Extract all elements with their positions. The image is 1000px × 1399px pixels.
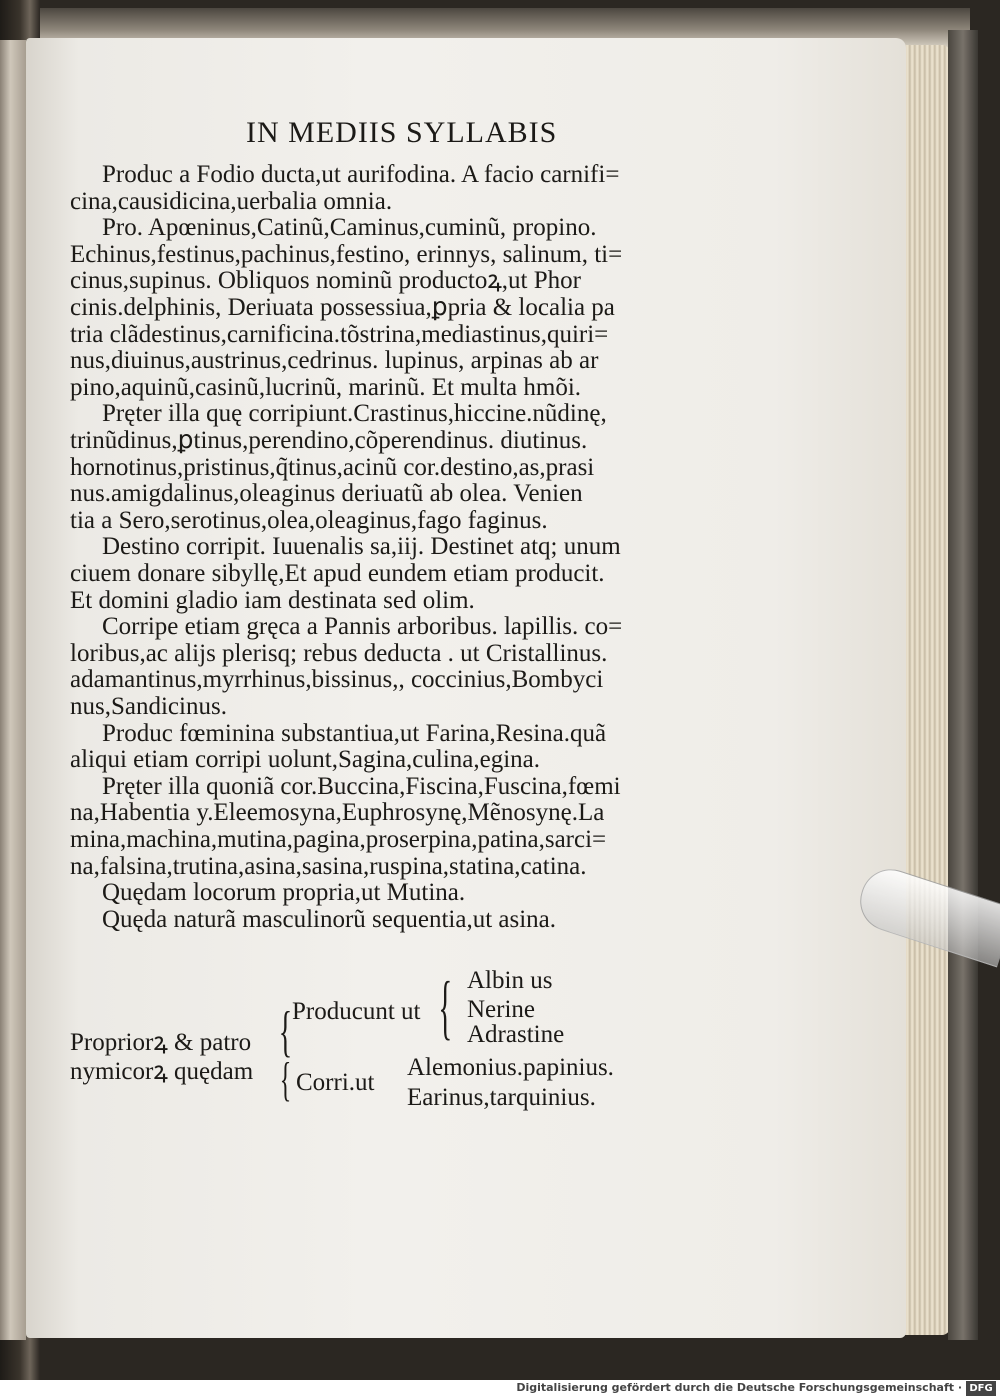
footer-credit: Digitalisierung gefördert durch die Deutsche Forschungsgemeinschaft · bbox=[516, 1381, 962, 1394]
producunt-item-1: Albin us bbox=[467, 967, 553, 994]
text-line: nus,diuinus,austrinus,cedrinus. lupinus, arpinas ab ar bbox=[70, 347, 599, 374]
text-line: mina,machina,mutina,pagina,proserpina,patina,sarci= bbox=[70, 826, 607, 853]
text-line: na,falsina,trutina,asina,sasina,ruspina,statina,catina. bbox=[70, 853, 587, 880]
text-line: cinis.delphinis, Deriuata possessiua,ꝑpria & localia pa bbox=[70, 294, 615, 321]
text-line: Echinus,festinus,pachinus,festino, erinnys, salinum, ti= bbox=[70, 241, 623, 268]
dfg-logo: DFG bbox=[966, 1381, 996, 1396]
left-page-edge bbox=[0, 40, 26, 1340]
text-line: Destino corripit. Iuuenalis sa,iij. Destinet atq; unum bbox=[102, 533, 621, 560]
text-line: cina,causidicina,uerbalia omnia. bbox=[70, 188, 393, 215]
text-line: tria clãdestinus,carnificina.tõstrina,mediastinus,quiri= bbox=[70, 321, 609, 348]
text-line: adamantinus,myrrhinus,bissinus,, coccinius,Bombyci bbox=[70, 666, 604, 693]
text-line: na,Habentia y.Eleemosyna,Euphrosynę,Mẽnosynę.La bbox=[70, 799, 605, 826]
book-cover-edge bbox=[948, 30, 978, 1340]
text-line: cinus,supinus. Obliquos nominũ productoꝝ,ut Phor bbox=[70, 267, 581, 294]
table-left-line-1: Propriorꝝ & patro bbox=[70, 1029, 252, 1056]
text-line: trinũdinus,ꝑtinus,perendino,cõperendinus. diutinus. bbox=[70, 427, 588, 454]
text-line: Produc fœminina substantiua,ut Farina,Resina.quã bbox=[102, 720, 607, 747]
text-line: nus.amigdalinus,oleaginus deriuatũ ab olea. Venien bbox=[70, 480, 583, 507]
text-line: Quędam locorum propria,ut Mutina. bbox=[102, 879, 466, 906]
corri-item-2: Earinus,tarquinius. bbox=[407, 1084, 596, 1111]
text-line: aliqui etiam corripi uolunt,Sagina,culina,egina. bbox=[70, 746, 541, 773]
brace-producunt: { bbox=[438, 967, 453, 1047]
text-line: Pręter illa quę corripiunt.Crastinus,hiccine.nũdinę, bbox=[102, 400, 607, 427]
text-line: hornotinus,pristinus,q̃tinus,acinũ cor.destino,as,prasi bbox=[70, 454, 595, 481]
text-line: tia a Sero,serotinus,olea,oleaginus,fago faginus. bbox=[70, 507, 548, 534]
text-line: Quęda naturã masculinorũ sequentia,ut asina. bbox=[102, 906, 557, 933]
brace-left-lower: { bbox=[279, 1053, 292, 1106]
table-left-line-2: nymicorꝝ quędam bbox=[70, 1058, 254, 1085]
producunt-item-3: Adrastine bbox=[467, 1021, 565, 1048]
brace-left-upper: { bbox=[278, 1001, 293, 1063]
page-stack-edge bbox=[900, 45, 950, 1335]
page-heading: IN MEDIIS SYLLABIS bbox=[246, 116, 558, 149]
text-line: nus,Sandicinus. bbox=[70, 693, 227, 720]
text-line: Pręter illa quoniã cor.Buccina,Fiscina,Fuscina,fœmi bbox=[102, 773, 621, 800]
corri-item-1: Alemonius.papinius. bbox=[407, 1054, 614, 1081]
producunt-item-2: Nerine bbox=[467, 996, 536, 1023]
text-line: Corripe etiam gręca a Pannis arboribus. lapillis. co= bbox=[102, 613, 623, 640]
text-line: Et domini gladio iam destinata sed olim. bbox=[70, 587, 475, 614]
producunt-label: Producunt ut bbox=[292, 998, 421, 1025]
text-line: ciuem donare sibyllę,Et apud eundem etiam producit. bbox=[70, 560, 605, 587]
text-line: pino,aquinũ,casinũ,lucrinũ, marinũ. Et multa hmõi. bbox=[70, 374, 582, 401]
text-line: Produc a Fodio ducta,ut aurifodina. A facio carnifi= bbox=[102, 161, 620, 188]
text-line: Pro. Apœninus,Catinũ,Caminus,cuminũ, propino. bbox=[102, 214, 597, 241]
text-line: loribus,ac alijs plerisq; rebus deducta . ut Cristallinus. bbox=[70, 640, 608, 667]
corri-label: Corri.ut bbox=[296, 1069, 375, 1096]
